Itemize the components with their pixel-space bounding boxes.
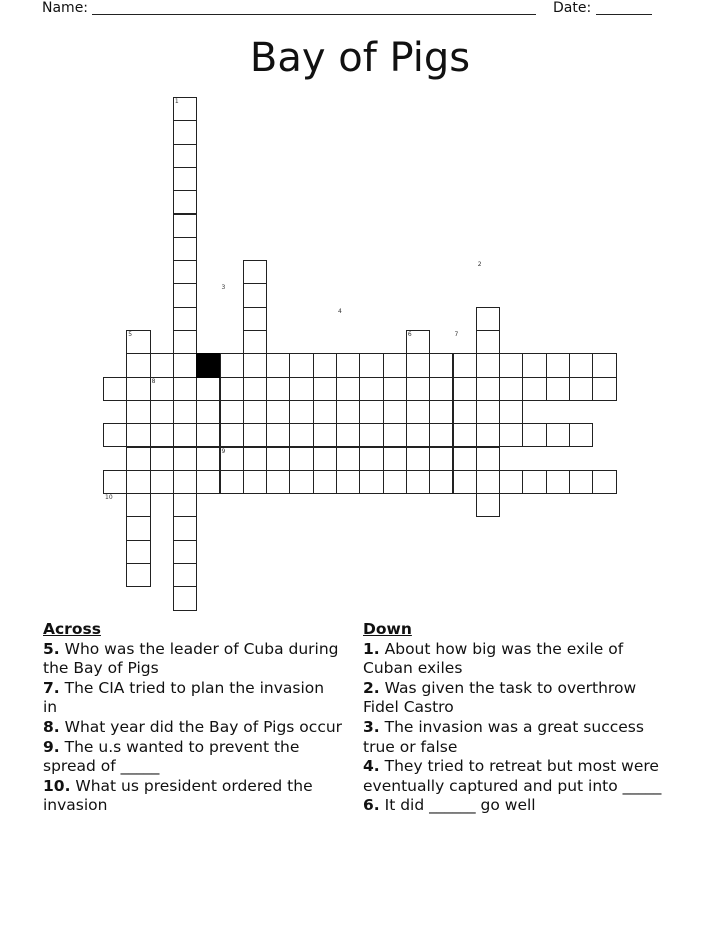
crossword-cell[interactable]	[383, 377, 407, 401]
crossword-cell[interactable]	[243, 447, 267, 471]
crossword-cell[interactable]	[289, 470, 313, 494]
down-clue	[363, 679, 663, 718]
crossword-cell[interactable]	[359, 353, 383, 377]
crossword-cell[interactable]	[336, 400, 360, 424]
crossword-cell[interactable]	[220, 470, 244, 494]
cell-number: 1	[174, 98, 179, 105]
crossword-cell[interactable]	[266, 470, 290, 494]
crossword-cell[interactable]	[266, 423, 290, 447]
crossword-cell[interactable]	[429, 470, 453, 494]
crossword-cell[interactable]	[313, 470, 337, 494]
crossword-cell[interactable]	[359, 377, 383, 401]
crossword-cell[interactable]	[289, 353, 313, 377]
crossword-cell[interactable]	[243, 330, 267, 354]
crossword-cell[interactable]	[592, 377, 616, 401]
crossword-cell[interactable]	[173, 586, 197, 610]
crossword-cell[interactable]	[243, 260, 267, 284]
crossword-cell[interactable]	[173, 330, 197, 354]
crossword-cell[interactable]	[406, 447, 430, 471]
crossword-cell[interactable]	[313, 447, 337, 471]
crossword-cell[interactable]	[569, 377, 593, 401]
clue-text: The invasion was a great success true or false	[363, 717, 644, 756]
cell-number: 8	[151, 377, 156, 385]
page-title: Bay of Pigs	[249, 35, 471, 81]
crossword-cell[interactable]	[453, 400, 477, 424]
down-clue	[363, 757, 663, 796]
crossword-cell[interactable]	[406, 423, 430, 447]
crossword-cell[interactable]	[336, 377, 360, 401]
crossword-cell[interactable]	[383, 470, 407, 494]
crossword-cell[interactable]	[173, 307, 197, 331]
crossword-cell[interactable]	[126, 423, 150, 447]
across-heading: Across	[43, 620, 101, 638]
across-clue	[43, 640, 343, 679]
crossword-cell[interactable]	[196, 377, 220, 401]
date-label: Date:	[553, 0, 592, 16]
crossword-cell[interactable]	[336, 447, 360, 471]
crossword-cell[interactable]	[522, 423, 546, 447]
crossword-cell[interactable]	[453, 447, 477, 471]
crossword-cell[interactable]	[266, 353, 290, 377]
crossword-cell[interactable]	[126, 353, 150, 377]
crossword-cell[interactable]	[336, 423, 360, 447]
clue-text: The CIA tried to plan the invasion in	[43, 678, 325, 717]
crossword-cell[interactable]	[476, 377, 500, 401]
crossword-cell[interactable]	[243, 283, 267, 307]
cell-number: 6	[407, 331, 412, 338]
crossword-cell[interactable]	[243, 377, 267, 401]
crossword-cell[interactable]	[383, 423, 407, 447]
clue-number: 9.	[43, 737, 60, 756]
crossword-cell[interactable]	[406, 353, 430, 377]
crossword-cell[interactable]	[126, 563, 150, 587]
crossword-cell[interactable]	[173, 214, 197, 238]
crossword-cell[interactable]	[220, 377, 244, 401]
crossword-cell[interactable]	[453, 423, 477, 447]
crossword-cell[interactable]	[313, 353, 337, 377]
crossword-cell[interactable]	[243, 470, 267, 494]
crossword-cell[interactable]	[196, 447, 220, 471]
down-clue	[363, 796, 663, 816]
crossword-cell[interactable]	[453, 377, 477, 401]
cell-number: 5	[128, 331, 133, 338]
clue-text: It did ______ go well	[384, 796, 536, 815]
crossword-cell[interactable]	[126, 447, 150, 471]
down-clue	[363, 718, 663, 757]
crossword-cell[interactable]	[196, 400, 220, 424]
crossword-cell[interactable]	[103, 377, 127, 401]
cell-number: 9	[221, 447, 226, 455]
across-clue	[43, 679, 343, 718]
crossword-cell[interactable]	[173, 493, 197, 517]
cell-number: 10	[105, 494, 113, 502]
crossword-cell[interactable]	[196, 423, 220, 447]
crossword-cell[interactable]	[173, 237, 197, 261]
crossword-cell[interactable]	[359, 400, 383, 424]
clue-text: What year did the Bay of Pigs occur	[64, 717, 343, 736]
crossword-cell[interactable]	[359, 423, 383, 447]
clue-number: 7.	[43, 678, 60, 697]
across-clue	[43, 718, 343, 738]
crossword-cell[interactable]	[546, 377, 570, 401]
crossword-cell[interactable]	[476, 330, 500, 354]
crossword-cell[interactable]	[173, 353, 197, 377]
clue-number: 6.	[363, 796, 380, 815]
crossword-cell[interactable]	[150, 447, 174, 471]
crossword-cell[interactable]	[476, 400, 500, 424]
crossword-cell[interactable]	[173, 470, 197, 494]
crossword-cell[interactable]	[476, 470, 500, 494]
crossword-cell[interactable]	[429, 377, 453, 401]
crossword-cell[interactable]	[383, 353, 407, 377]
across-clue	[43, 738, 343, 777]
crossword-cell[interactable]	[546, 470, 570, 494]
crossword-cell[interactable]	[453, 470, 477, 494]
crossword-cell[interactable]	[476, 423, 500, 447]
crossword-cell[interactable]	[220, 423, 244, 447]
crossword-cell[interactable]	[173, 423, 197, 447]
crossword-cell[interactable]	[429, 447, 453, 471]
crossword-cell[interactable]	[173, 144, 197, 168]
crossword-cell[interactable]	[522, 353, 546, 377]
crossword-cell[interactable]	[499, 423, 523, 447]
crossword-cell[interactable]	[406, 377, 430, 401]
crossword-cell[interactable]	[569, 470, 593, 494]
crossword-cell[interactable]	[453, 353, 477, 377]
clue-number: 5.	[43, 639, 60, 658]
crossword-cell[interactable]	[126, 516, 150, 540]
crossword-cell[interactable]	[289, 423, 313, 447]
crossword-cell[interactable]	[173, 190, 197, 214]
crossword-cell[interactable]	[313, 400, 337, 424]
crossword-cell[interactable]	[126, 493, 150, 517]
crossword-cell[interactable]	[522, 377, 546, 401]
crossword-cell[interactable]	[429, 400, 453, 424]
cell-number: 4	[338, 307, 342, 315]
crossword-cell[interactable]	[266, 400, 290, 424]
crossword-cell[interactable]	[289, 400, 313, 424]
crossword-cell[interactable]	[546, 353, 570, 377]
cell-number: 2	[477, 261, 482, 269]
crossword-cell[interactable]	[220, 400, 244, 424]
crossword-cell[interactable]	[476, 353, 500, 377]
crossword-cell[interactable]	[569, 423, 593, 447]
name-label: Name:	[42, 0, 89, 16]
crossword-cell[interactable]	[592, 353, 616, 377]
crossword-cell[interactable]	[173, 540, 197, 564]
crossword-cell[interactable]	[150, 353, 174, 377]
clue-text: Was given the task to overthrow Fidel Castro	[363, 678, 637, 717]
clue-number: 2.	[363, 678, 380, 697]
crossword-cell[interactable]	[383, 447, 407, 471]
crossword-cell[interactable]	[313, 423, 337, 447]
crossword-cell[interactable]	[383, 400, 407, 424]
crossword-cell[interactable]	[103, 423, 127, 447]
crossword-cell[interactable]	[499, 353, 523, 377]
crossword-cell[interactable]	[243, 307, 267, 331]
down-clues	[363, 620, 663, 816]
crossword-cell[interactable]	[150, 470, 174, 494]
crossword-cell[interactable]	[406, 470, 430, 494]
crossword-cell[interactable]	[266, 377, 290, 401]
crossword-cell[interactable]	[243, 400, 267, 424]
across-clue	[43, 777, 343, 816]
cell-number: 7	[454, 331, 459, 338]
crossword-cell[interactable]	[173, 447, 197, 471]
crossword-cell[interactable]	[126, 377, 150, 401]
crossword-cell[interactable]	[126, 540, 150, 564]
down-clue	[363, 640, 663, 679]
black-square	[196, 353, 220, 377]
clue-text: What us president ordered the invasion	[43, 776, 313, 815]
clue-number: 3.	[363, 717, 380, 736]
crossword-cell[interactable]	[126, 470, 150, 494]
crossword-cell[interactable]	[173, 377, 197, 401]
cell-number: 3	[221, 284, 226, 292]
clue-text: They tried to retreat but most were eventually captured and put into _____	[363, 757, 662, 795]
clue-text: About how big was the exile of Cuban exiles	[363, 639, 624, 678]
crossword-cell[interactable]	[569, 353, 593, 377]
crossword-cell[interactable]	[173, 516, 197, 540]
clue-number: 10.	[43, 776, 71, 795]
crossword-cell[interactable]	[592, 470, 616, 494]
crossword-cell[interactable]	[243, 423, 267, 447]
crossword-cell[interactable]	[476, 493, 500, 517]
crossword-cell[interactable]	[289, 447, 313, 471]
crossword-cell[interactable]	[476, 307, 500, 331]
crossword-cell[interactable]	[196, 470, 220, 494]
clue-number: 8.	[43, 717, 60, 736]
crossword-cell[interactable]	[173, 283, 197, 307]
crossword-cell[interactable]	[173, 120, 197, 144]
crossword-cell[interactable]	[103, 470, 127, 494]
crossword-cell[interactable]	[499, 470, 523, 494]
clue-text: Who was the leader of Cuba during the Bay of Pigs	[43, 639, 339, 678]
down-heading: Down	[363, 620, 412, 638]
crossword-cell[interactable]	[173, 167, 197, 191]
crossword-cell[interactable]	[476, 447, 500, 471]
across-clues	[43, 620, 343, 816]
crossword-cell[interactable]	[243, 353, 267, 377]
crossword-cell[interactable]	[313, 377, 337, 401]
crossword-cell[interactable]	[406, 400, 430, 424]
crossword-cell[interactable]	[173, 563, 197, 587]
clue-text: The u.s wanted to prevent the spread of _____	[43, 737, 300, 776]
crossword-cell[interactable]	[546, 423, 570, 447]
crossword-cell[interactable]	[429, 353, 453, 377]
crossword-cell[interactable]	[266, 447, 290, 471]
clue-number: 1.	[363, 639, 380, 658]
crossword-cell[interactable]	[429, 423, 453, 447]
crossword-cell[interactable]	[150, 400, 174, 424]
crossword-cell[interactable]	[522, 470, 546, 494]
crossword-cell[interactable]	[359, 470, 383, 494]
crossword-cell[interactable]	[336, 470, 360, 494]
crossword-cell[interactable]	[289, 377, 313, 401]
crossword-cell[interactable]	[336, 353, 360, 377]
crossword-cell[interactable]	[126, 400, 150, 424]
crossword-cell[interactable]	[220, 353, 244, 377]
crossword-cell[interactable]	[173, 260, 197, 284]
crossword-cell[interactable]	[499, 400, 523, 424]
crossword-cell[interactable]	[359, 447, 383, 471]
clue-number: 4.	[363, 757, 380, 776]
crossword-cell[interactable]	[173, 400, 197, 424]
crossword-cell[interactable]	[150, 423, 174, 447]
crossword-cell[interactable]	[499, 377, 523, 401]
